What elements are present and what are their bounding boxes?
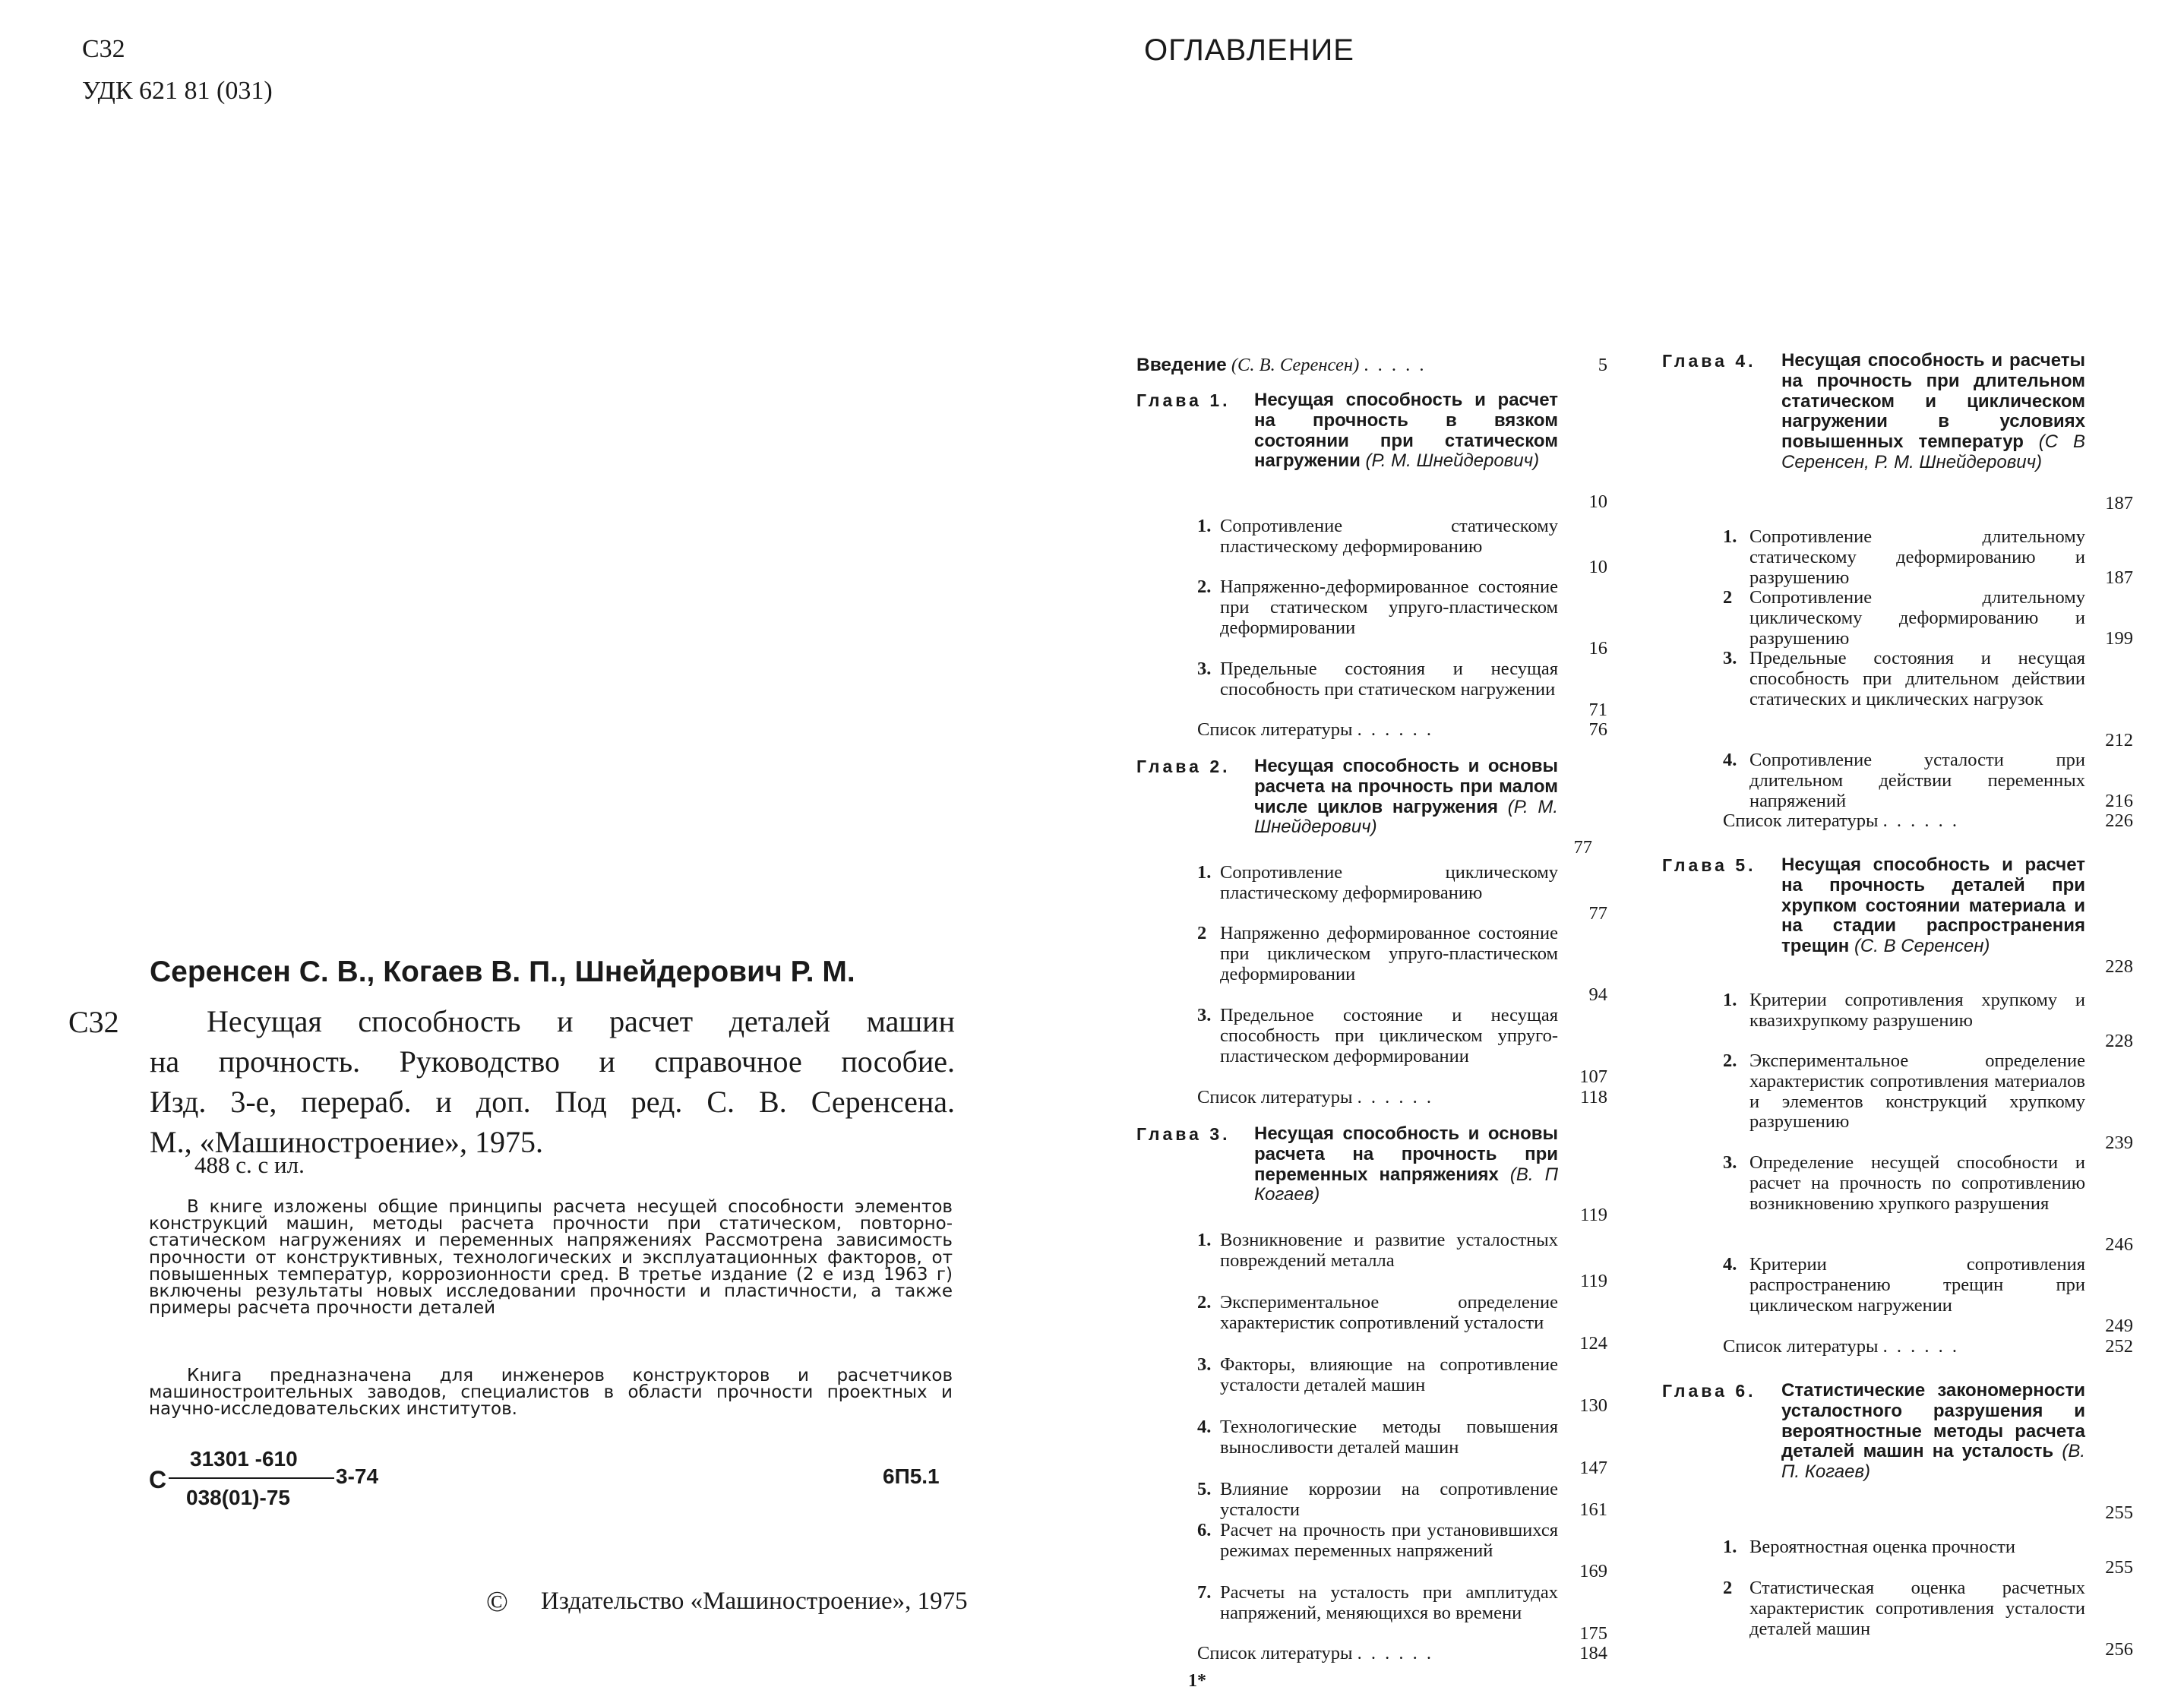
chapter-title: Несущая способность и расчет на прочность в вязком состоянии при статическом нагружении [1254,390,1558,472]
toc-item [1197,1480,1623,1521]
leader-dots: . . . . . . [1357,1643,1433,1663]
toc-page-number: 130 [1579,1395,1607,1416]
leader-dots: . . . . . . [1357,1087,1433,1107]
toc-item [1723,750,2133,811]
chapter-author: (Р. М. Шнейдерович) [1365,450,1540,472]
toc-chapter-3 [1136,1123,1623,1225]
toc-page-number: 184 [1579,1643,1607,1663]
item-text: Определение несущей способности и расчет на прочность по сопротивлению возникновению хрупкого разрушения [1749,1152,2085,1214]
item-text: Сопротивление статическому пластическому деформированию [1220,516,1558,557]
item-text: Статистическая оценка расчетных характеристик сопротивления усталости деталей машин [1749,1578,2085,1639]
chapter-author: (С В Серенсен, Р. М. Шнейдерович) [1781,431,2086,472]
chapter-title: Несущая способность и расчет на прочность деталей при хрупком состоянии материала и на стадии распространения трещин [1781,855,2085,957]
toc-chapter-6 [1662,1380,2133,1523]
item-number: 3. [1723,648,1737,668]
literature-label: Список литературы [1197,1643,1353,1663]
toc-page-number: 94 [1588,984,1607,1005]
toc-heading: ОГЛАВЛЕНИЕ [1144,33,1354,67]
toc-item [1723,1050,2133,1153]
audience-note: Книга предназначена для инженеров конструкторов и расчетчиков машиностроительных заводов, специалистов в области прочности проектных и научно-исследовательских институтов. [149,1366,953,1420]
item-text: Факторы, влияющие на сопротивление усталости деталей машин [1220,1354,1558,1395]
toc-page-number: 255 [2105,1502,2133,1523]
toc-item [1723,527,2133,588]
literature-label: Список литературы [1723,810,1879,831]
toc-page-number: 118 [1580,1087,1607,1107]
item-number: 1. [1723,526,1737,547]
catalog-index: С32 [68,1005,119,1039]
item-text: Сопротивление длительному циклическому деформированию и разрушению [1749,587,2085,649]
item-text: Экспериментальное определение характеристик сопротивлений усталости [1220,1292,1558,1333]
literature-label: Список литературы [1197,1087,1353,1107]
signature-mark: 1* [1188,1671,1206,1691]
toc-item [1723,990,2133,1051]
toc-item [1723,1254,2133,1336]
chapter-label: Глава 5. [1662,855,1756,875]
toc-item [1197,923,1623,1005]
toc-page-number: 256 [2105,1639,2133,1660]
chapter-title: Несущая способность и расчеты на прочность при длительном статическом и циклическом нагружении в условиях повышенных температур [1781,350,2085,453]
toc-page-number: 10 [1588,491,1607,512]
item-number: 3. [1197,1005,1212,1025]
chapter-label: Глава 6. [1662,1381,1756,1401]
item-number: 5. [1197,1479,1212,1499]
item-text: Возникновение и развитие усталостных повреждений металла [1220,1230,1558,1271]
item-number: 2 [1723,1578,1733,1598]
toc-page-number: 228 [2105,956,2133,977]
library-code: С32 [82,35,125,63]
toc-page-number: 246 [2105,1234,2133,1255]
item-text: Вероятностная оценка прочности [1749,1537,2015,1557]
toc-page-number: 199 [2105,628,2133,649]
toc-page-number: 76 [1588,719,1607,740]
toc-page-number: 228 [2105,1031,2133,1051]
toc-page-number: 252 [2105,1336,2133,1357]
toc-item [1723,588,2133,649]
toc-literature [1197,1644,1623,1664]
toc-page-number: 124 [1579,1333,1607,1354]
item-number: 1. [1723,1537,1737,1557]
item-text: Экспериментальное определение характеристик сопротивления материалов и элементов конструкций хрупкому разрушению [1749,1050,2085,1133]
toc-item [1197,862,1623,924]
item-number: 3. [1723,1152,1737,1173]
code-denominator: 038(01)-75 [186,1486,290,1509]
book-title-line: М., «Машиностроение», 1975. [150,1125,544,1159]
item-number: 4. [1723,1254,1737,1275]
right-page [1094,0,2184,1706]
toc-item [1723,1537,2133,1578]
book-title-line: Несущая способность и расчет деталей машин [207,1004,955,1038]
chapter-author: (В. П. Когаев) [1781,1441,2085,1483]
chapter-title: Несущая способность и основы расчета на прочность при малом числе циклов нагружения [1254,756,1558,817]
toc-page-number: 169 [1579,1561,1607,1581]
toc-page-number: 187 [2105,567,2133,588]
chapter-author: (В. П Когаев) [1254,1164,1559,1205]
toc-page-number: 226 [2105,810,2133,831]
toc-literature [1723,811,2133,832]
chapter-label: Глава 4. [1662,351,1756,371]
toc-item [1197,1520,1623,1581]
fraction-bar [169,1477,334,1479]
leader-dots: . . . . . . [1882,1336,1959,1357]
item-number: 7. [1197,1582,1212,1603]
toc-literature [1197,1088,1623,1108]
chapter-title: Несущая способность и основы расчета на прочность при переменных напряжениях [1254,1123,1558,1185]
item-number: 2 [1197,923,1207,943]
toc-item [1197,1417,1623,1478]
copyright-symbol: © [486,1586,508,1618]
chapter-author: (Р. М. Шнейдерович) [1254,796,1558,838]
toc-page-number: 107 [1579,1066,1607,1087]
item-number: 2. [1197,1292,1212,1313]
item-number: 1. [1197,516,1212,536]
chapter-label: Глава 3. [1136,1124,1231,1144]
page-count: 488 с. с ил. [194,1152,305,1178]
toc-chapter-5 [1662,855,2133,977]
toc-item [1723,1578,2133,1660]
toc-item [1197,577,1623,659]
toc-item [1723,648,2133,750]
toc-item [1197,1354,1623,1416]
literature-label: Список литературы [1723,1336,1879,1357]
chapter-label: Глава 2. [1136,757,1231,776]
book-title [150,1001,955,1162]
literature-label: Список литературы [1197,719,1353,740]
item-text: Предельные состояния и несущая способность при длительном действии статических и циклических нагрузок [1749,648,2085,709]
book-title-line: на прочность. Руководство и справочное пособие. [150,1044,955,1079]
toc-page-number: 239 [2105,1133,2133,1153]
toc-item [1197,1005,1623,1087]
toc-literature [1723,1337,2133,1357]
item-text: Расчеты на усталость при амплитудах напряжений, меняющихся во времени [1220,1582,1558,1623]
item-text: Сопротивление длительному статическому деформированию и разрушению [1749,526,2085,588]
item-text: Предельные состояния и несущая способность при статическом нагружении [1220,659,1558,700]
toc-chapter-1 [1136,390,1623,512]
item-number: 2. [1197,577,1212,597]
toc-item [1197,1230,1623,1291]
toc-page-number: 71 [1588,700,1607,720]
toc-chapter-2 [1136,756,1623,858]
toc-right-column [1662,0,2133,1706]
toc-left-column [1136,0,1623,1706]
toc-page-number: 119 [1580,1205,1607,1225]
toc-page-number: 5 [1598,355,1607,375]
item-text: Сопротивление усталости при длительном действии переменных напряжений [1749,750,2085,811]
item-number: 1. [1723,990,1737,1010]
toc-item [1197,659,1623,720]
toc-page-number: 10 [1588,557,1607,577]
abstract: В книге изложены общие принципы расчета несущей способности элементов конструкций машин, методы расчета прочности при статическом, повторно-статическом нагружениях и переменных напряжениях Рассмотрена зависимость прочности от конструктивных, технологических и эксплуатационных факторов, от повышенных температур, коррозионности сред. В третье издание (2 е изд 1963 г) включены результаты новых исследовании прочности и пластичности, а также примеры расчета прочности деталей [149,1197,953,1319]
toc-page-number: 16 [1588,638,1607,659]
item-number: 1. [1197,862,1212,883]
item-number: 4. [1197,1417,1212,1437]
intro-label: Введение [1136,355,1227,375]
code-suffix: 3-74 [336,1464,379,1488]
item-number: 4. [1723,750,1737,770]
toc-page-number: 216 [2105,791,2133,811]
toc-page-number: 212 [2105,730,2133,750]
item-text: Сопротивление циклическому пластическому деформированию [1220,862,1558,903]
item-text: Влияние коррозии на сопротивление усталости [1220,1479,1558,1520]
chapter-author: (С. В Серенсен) [1854,936,1990,957]
toc-chapter-4 [1662,350,2133,513]
item-number: 1. [1197,1230,1212,1250]
item-number: 6. [1197,1520,1212,1540]
chapter-label: Глава 1. [1136,390,1231,410]
udk-code: УДК 621 81 (031) [82,77,273,105]
item-text: Предельное состояние и несущая способность при циклическом упруго-пластическом деформировании [1220,1005,1558,1066]
toc-item [1197,516,1623,577]
copyright: Издательство «Машиностроение», 1975 [541,1588,968,1615]
toc-page-number: 175 [1579,1623,1607,1644]
leader-dots: . . . . . . [1882,810,1959,831]
classification: 6П5.1 [883,1464,940,1488]
item-text: Критерии сопротивления хрупкому и квазихрупкому разрушению [1749,990,2085,1031]
chapter-title: Статистические закономерности усталостного разрушения и вероятностные методы расчета деталей машин на усталость [1781,1380,2085,1462]
toc-intro [1136,355,1623,376]
toc-page-number: 187 [2105,493,2133,513]
item-text: Критерии сопротивления распространению трещин при циклическом нагружении [1749,1254,2085,1316]
item-number: 2 [1723,587,1733,608]
book-title-line: Изд. 3-е, перераб. и доп. Под ред. С. В. Серенсена. [150,1085,955,1119]
toc-item [1723,1152,2133,1255]
authors: Серенсен С. В., Когаев В. П., Шнейдерович Р. М. [150,956,855,988]
item-text: Напряженно-деформированное состояние при статическом упруго-пластическом деформировании [1220,577,1558,638]
item-text: Расчет на прочность при установившихся режимах переменных напряжений [1220,1520,1558,1561]
toc-page-number: 255 [2105,1557,2133,1578]
item-number: 3. [1197,659,1212,679]
leader-dots: . . . . . [1364,355,1427,375]
toc-item [1197,1292,1623,1354]
leader-dots: . . . . . . [1357,719,1433,740]
toc-page-number: 77 [1588,903,1607,924]
toc-item [1197,1582,1623,1644]
item-number: 3. [1197,1354,1212,1375]
code-prefix: С [149,1466,167,1493]
toc-literature [1197,720,1623,741]
item-text: Технологические методы повышения выносливости деталей машин [1220,1417,1558,1458]
toc-page-number: 119 [1580,1271,1607,1291]
toc-page-number: 147 [1579,1458,1607,1478]
toc-page-number: 161 [1579,1499,1607,1520]
toc-page-number: 77 [1573,837,1592,858]
item-number: 2. [1723,1050,1737,1071]
code-numerator: 31301 -610 [190,1447,298,1471]
toc-page-number: 249 [2105,1316,2133,1336]
item-text: Напряженно деформированное состояние при циклическом упруго-пластическом деформировании [1220,923,1558,984]
intro-author: (С. В. Серенсен) [1231,355,1360,375]
